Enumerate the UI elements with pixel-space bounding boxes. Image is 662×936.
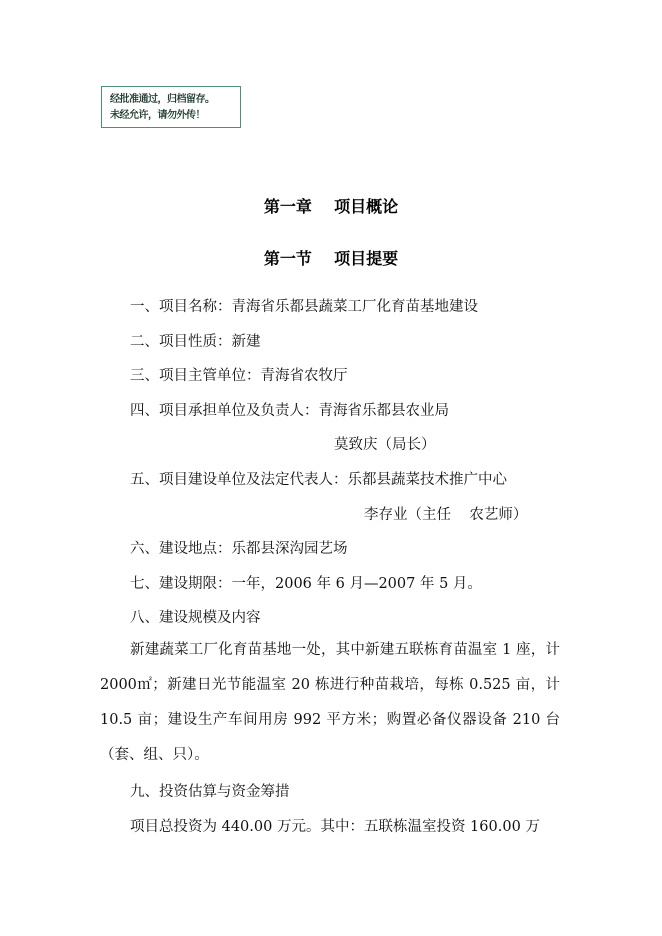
scale-paragraph: 新建蔬菜工厂化育苗基地一处，其中新建五联栋育苗温室 1 座，计 2000㎡；新建日光节能温室 20 栋进行种苗栽培，每栋 0.525 亩，计 10.5 亩；建设生产车间用房 992 平方米；购置必备仪器设备 210 台（套、组、只）。 bbox=[100, 642, 560, 763]
item-period: 七、建设期限：一年，2006 年 6 月—2007 年 5 月。 bbox=[130, 576, 482, 592]
item-undertaker: 四、项目承担单位及负责人：青海省乐都县农业局 bbox=[130, 403, 449, 419]
stamp-line-1: 经批准通过，归档留存。 bbox=[110, 94, 215, 105]
item-project-name: 一、项目名称：青海省乐都县蔬菜工厂化育苗基地建设 bbox=[130, 299, 478, 315]
section-title: 第一节 项目提要 bbox=[263, 249, 399, 268]
stamp-line-2: 未经允许，请勿外传！ bbox=[110, 110, 205, 121]
item-undertaker-person: 莫致庆（局长） bbox=[334, 437, 436, 453]
item-location: 六、建设地点：乐都县深沟园艺场 bbox=[130, 541, 348, 557]
chapter-title: 第一章 项目概论 bbox=[263, 197, 399, 216]
item-builder-person: 李存业（主任 农艺师） bbox=[364, 507, 528, 523]
item-authority: 三、项目主管单位：青海省农牧厅 bbox=[130, 368, 348, 384]
item-scale-heading: 八、建设规模及内容 bbox=[130, 610, 261, 626]
investment-paragraph: 项目总投资为 440.00 万元。其中：五联栋温室投资 160.00 万 bbox=[130, 819, 540, 835]
item-investment-heading: 九、投资估算与资金筹措 bbox=[130, 784, 290, 800]
approval-stamp bbox=[101, 86, 241, 128]
item-project-nature: 二、项目性质：新建 bbox=[130, 334, 261, 350]
item-builder: 五、项目建设单位及法定代表人：乐都县蔬菜技术推广中心 bbox=[130, 472, 507, 488]
